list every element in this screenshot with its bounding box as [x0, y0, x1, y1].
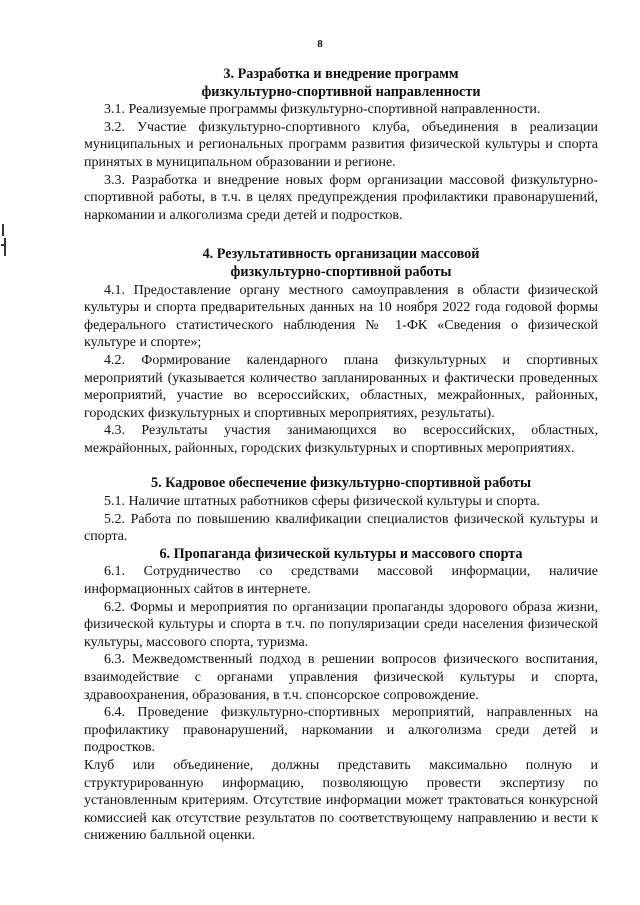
paragraph-6-2: 6.2. Формы и мероприятия по организации пропаганды здорового образа жизни, физической культуры и спорта в т.ч. по популяризации среди населения физической культуры, массового спорта, туризма. [84, 599, 598, 650]
paragraph-6-3: 6.3. Межведомственный подход в решении вопросов физического воспитания, взаимодействие с органами управления физической культуры и спорта, здравоохранения, образования, в т.ч. спонсорское сопровождение. [84, 652, 598, 703]
paragraph-5-2: 5.2. Работа по повышению квалификации специалистов физической культуры и спорта. [84, 511, 598, 545]
paragraph-3-3: 3.3. Разработка и внедрение новых форм организации массовой физкультурно-спортивной работы, в т.ч. в целях предупреждения профилактики правонарушений, наркомании и алкоголизма среди детей и подростков. [84, 172, 598, 223]
paragraph-4-3: 4.3. Результаты участия занимающихся во всероссийских, областных, межрайонных, районных, городских физкультурных и спортивных мероприятиях. [84, 423, 598, 456]
scan-margin-mark [0, 222, 8, 262]
paragraph-3-2: 3.2. Участие физкультурно-спортивного клуба, объединения в реализации муниципальных и региональных программ развития физической культуры и спорта принятых в муниципальном образовании и регионе. [84, 119, 598, 170]
closing-paragraph: Клуб или объединение, должны представить максимально полную и структурированную информацию, позволяющую провести экспертизу по установленным критериям. Отсутствие информации может трактоваться конкурсной комиссией как отсутствие результатов по соответствующему направлению и вести к снижению балльной оценки. [84, 757, 598, 844]
section-4-title-line-1: 4. Результативность организации массовой [202, 246, 480, 263]
paragraph-6-1: 6.1. Сотрудничество со средствами массовой информации, наличие информационных сайтов в интернете. [84, 564, 598, 598]
paragraph-6-4: 6.4. Проведение физкультурно-спортивных мероприятий, направленных на профилактику правонарушений, наркомании и алкоголизма среди детей и подростков. [84, 705, 598, 756]
paragraph-3-1: 3.1. Реализуемые программы физкультурно-спортивной направленности. [104, 102, 541, 118]
paragraph-5-1: 5.1. Наличие штатных работников сферы физической культуры и спорта. [104, 494, 540, 510]
section-4-title-line-2: физкультурно-спортивной работы [230, 263, 452, 280]
document-body [84, 66, 598, 845]
page-number: 8 [317, 38, 323, 50]
section-3-title-line-2: физкультурно-спортивной направленности [201, 83, 481, 100]
section-3-title-line-1: 3. Разработка и внедрение программ [223, 66, 459, 82]
section-5-title: 5. Кадровое обеспечение физкультурно-спортивной работы [150, 475, 532, 492]
paragraph-4-2: 4.2. Формирование календарного плана физкультурных и спортивных мероприятий (указывается количество запланированных и фактически проведенных мероприятий, участие во всероссийских, областных, межрайонных, районных, городских физкультурных и спортивных мероприятиях, результаты). [84, 352, 598, 421]
paragraph-4-1: 4.1. Предоставление органу местного самоуправления в области физической культуры и спорта предварительных данных на 10 ноября 2022 года годовой формы федерального статистического наблюдения № 1-ФК «Сведения о физической культуре и спорте»; [84, 282, 598, 351]
section-6-title: 6. Пропаганда физической культуры и массового спорта [159, 545, 523, 562]
